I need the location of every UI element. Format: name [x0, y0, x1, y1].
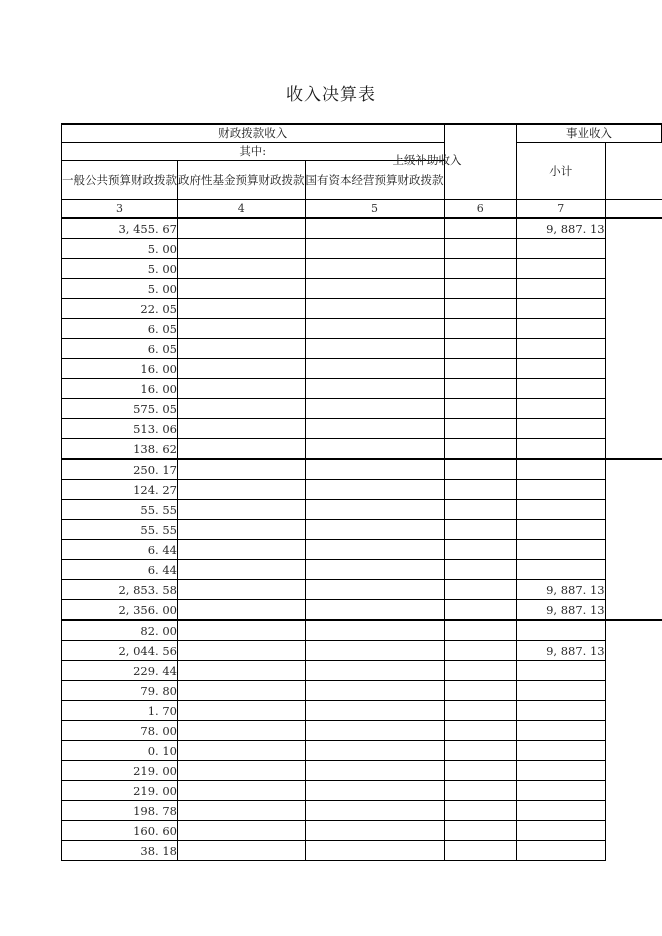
cell-c7: [516, 359, 605, 379]
cell-c7: [516, 339, 605, 359]
cell-c7: [516, 520, 605, 540]
cell-c6: [444, 600, 516, 621]
header-business-income: 事业收入: [516, 124, 661, 143]
cell-c5: [305, 821, 444, 841]
cell-c3: 138. 62: [62, 439, 178, 460]
cell-c7: [516, 821, 605, 841]
cell-c3: 1. 70: [62, 701, 178, 721]
cell-c4: [178, 299, 306, 319]
cell-c6: [444, 279, 516, 299]
cell-c5: [305, 761, 444, 781]
cell-c5: [305, 399, 444, 419]
cell-c7: [516, 379, 605, 399]
cell-c7: [516, 741, 605, 761]
table-row: [62, 218, 662, 239]
cell-c4: [178, 781, 306, 801]
cell-c5: [305, 459, 444, 480]
cell-overflow-pad: [605, 359, 661, 379]
cell-c3: 16. 00: [62, 379, 178, 399]
cell-c5: [305, 218, 444, 239]
header-column-state-capital-budget: 国有资本经营预算财政拨款: [305, 161, 444, 200]
cell-c3: 78. 00: [62, 721, 178, 741]
cell-c6: [444, 419, 516, 439]
cell-c7: [516, 661, 605, 681]
cell-c3: 2, 853. 58: [62, 580, 178, 600]
cell-c3: 82. 00: [62, 620, 178, 641]
cell-c5: [305, 600, 444, 621]
cell-c6: [444, 339, 516, 359]
table-row: [62, 641, 662, 661]
table-row: [62, 259, 662, 279]
cell-c7: 9, 887. 13: [516, 641, 605, 661]
cell-c3: 6. 44: [62, 540, 178, 560]
cell-c4: [178, 600, 306, 621]
cell-c3: 124. 27: [62, 480, 178, 500]
cell-overflow-pad: [605, 540, 661, 560]
cell-c5: [305, 781, 444, 801]
cell-c4: [178, 279, 306, 299]
cell-c4: [178, 841, 306, 861]
cell-c3: 198. 78: [62, 801, 178, 821]
cell-c7: [516, 560, 605, 580]
cell-overflow-pad: [605, 600, 661, 621]
cell-c5: [305, 841, 444, 861]
cell-overflow-pad: [605, 620, 661, 641]
table-row: [62, 439, 662, 460]
cell-c6: [444, 379, 516, 399]
cell-overflow-pad: [605, 801, 661, 821]
cell-overflow-pad: [605, 399, 661, 419]
cell-c6: [444, 741, 516, 761]
header-row-numbers: [62, 200, 662, 219]
cell-c7: [516, 480, 605, 500]
cell-c4: [178, 821, 306, 841]
cell-overflow-pad: [605, 701, 661, 721]
table-header-group: [62, 124, 662, 218]
cell-c7: [516, 761, 605, 781]
cell-c6: [444, 299, 516, 319]
cell-c5: [305, 299, 444, 319]
cell-c5: [305, 620, 444, 641]
cell-c4: [178, 681, 306, 701]
cell-c5: [305, 701, 444, 721]
table-row: [62, 600, 662, 621]
cell-c4: [178, 459, 306, 480]
cell-c6: [444, 580, 516, 600]
cell-c5: [305, 520, 444, 540]
table-row: [62, 299, 662, 319]
cell-c7: [516, 681, 605, 701]
cell-c5: [305, 681, 444, 701]
header-column-superior-subsidy-income: 上级补助收入: [392, 153, 462, 167]
cell-overflow-pad: [605, 459, 661, 480]
table-row: [62, 520, 662, 540]
cell-overflow-pad: [605, 761, 661, 781]
cell-overflow-pad: [605, 439, 661, 460]
cell-c5: [305, 661, 444, 681]
cell-c3: 5. 00: [62, 239, 178, 259]
cell-c3: 575. 05: [62, 399, 178, 419]
header-column-government-fund-budget: 政府性基金预算财政拨款: [178, 161, 306, 200]
cell-overflow-pad: [605, 580, 661, 600]
table-row: [62, 419, 662, 439]
table-body: [62, 218, 662, 861]
cell-c4: [178, 239, 306, 259]
cell-c5: [305, 480, 444, 500]
cell-c5: [305, 339, 444, 359]
cell-c4: [178, 439, 306, 460]
cell-c6: [444, 520, 516, 540]
cell-c4: [178, 339, 306, 359]
cell-c5: [305, 259, 444, 279]
cell-overflow-pad: [605, 560, 661, 580]
cell-c7: [516, 701, 605, 721]
cell-c5: [305, 239, 444, 259]
cell-c7: [516, 399, 605, 419]
cell-overflow-pad: [605, 661, 661, 681]
cell-c5: [305, 279, 444, 299]
table-row: [62, 339, 662, 359]
cell-c6: [444, 721, 516, 741]
cell-c4: [178, 540, 306, 560]
cell-c6: [444, 239, 516, 259]
column-number-5: 5: [305, 200, 444, 219]
cell-overflow-pad: [605, 339, 661, 359]
cell-c7: [516, 319, 605, 339]
cell-overflow-pad: [605, 821, 661, 841]
cell-c4: [178, 641, 306, 661]
cell-c7: [516, 721, 605, 741]
cell-c7: 9, 887. 13: [516, 580, 605, 600]
table-row: [62, 540, 662, 560]
cell-c7: [516, 620, 605, 641]
cell-c6: [444, 560, 516, 580]
header-column-general-public-budget: 一般公共预算财政拨款: [62, 161, 178, 200]
cell-c6: [444, 218, 516, 239]
table-row: [62, 761, 662, 781]
cell-overflow-pad: [605, 520, 661, 540]
cell-c7: [516, 279, 605, 299]
cell-c6: [444, 459, 516, 480]
table-row: [62, 661, 662, 681]
table-row: [62, 821, 662, 841]
cell-c3: 6. 05: [62, 319, 178, 339]
column-number-4: 4: [178, 200, 306, 219]
cell-c5: [305, 319, 444, 339]
header-row-group: [62, 124, 662, 143]
cell-c3: 2, 356. 00: [62, 600, 178, 621]
cell-overflow-pad: [605, 379, 661, 399]
column-number-7: 7: [516, 200, 605, 219]
cell-c4: [178, 379, 306, 399]
cell-c5: [305, 801, 444, 821]
cell-overflow-pad: [605, 218, 661, 239]
table-row: [62, 701, 662, 721]
cell-c3: 2, 044. 56: [62, 641, 178, 661]
cell-c6: [444, 620, 516, 641]
cell-c4: [178, 319, 306, 339]
cell-c7: [516, 239, 605, 259]
cell-c3: 0. 10: [62, 741, 178, 761]
cell-c7: [516, 459, 605, 480]
cell-overflow-pad: [605, 239, 661, 259]
cell-c3: 5. 00: [62, 279, 178, 299]
cell-c6: [444, 259, 516, 279]
header-fiscal-appropriation-income: 财政拨款收入: [62, 124, 445, 143]
cell-c4: [178, 580, 306, 600]
cell-c5: [305, 741, 444, 761]
cell-c6: [444, 439, 516, 460]
cell-c3: 513. 06: [62, 419, 178, 439]
table-row: [62, 279, 662, 299]
cell-overflow-pad: [605, 500, 661, 520]
cell-c4: [178, 620, 306, 641]
cell-c6: [444, 781, 516, 801]
column-number-pad: [605, 200, 661, 219]
header-business-income-pad: [605, 143, 661, 200]
cell-c7: 9, 887. 13: [516, 600, 605, 621]
table-row: [62, 781, 662, 801]
cell-c6: [444, 801, 516, 821]
table: [61, 123, 662, 861]
cell-c3: 79. 80: [62, 681, 178, 701]
cell-c4: [178, 761, 306, 781]
cell-c7: [516, 259, 605, 279]
cell-c5: [305, 580, 444, 600]
cell-c6: [444, 841, 516, 861]
cell-c3: 22. 05: [62, 299, 178, 319]
table-row: [62, 319, 662, 339]
cell-overflow-pad: [605, 279, 661, 299]
cell-overflow-pad: [605, 419, 661, 439]
cell-c5: [305, 439, 444, 460]
cell-c4: [178, 218, 306, 239]
table-row: [62, 741, 662, 761]
table-row: [62, 841, 662, 861]
cell-c4: [178, 701, 306, 721]
cell-overflow-pad: [605, 781, 661, 801]
cell-c5: [305, 560, 444, 580]
cell-c6: [444, 359, 516, 379]
cell-c4: [178, 359, 306, 379]
cell-c4: [178, 419, 306, 439]
cell-c6: [444, 399, 516, 419]
cell-c4: [178, 560, 306, 580]
cell-c6: [444, 821, 516, 841]
cell-overflow-pad: [605, 841, 661, 861]
table-row: [62, 681, 662, 701]
cell-overflow-pad: [605, 259, 661, 279]
header-of-which: 其中:: [62, 143, 445, 161]
cell-c6: [444, 681, 516, 701]
cell-c6: [444, 761, 516, 781]
cell-c6: [444, 500, 516, 520]
table-row: [62, 721, 662, 741]
cell-c7: [516, 500, 605, 520]
table-row: [62, 560, 662, 580]
cell-c3: 250. 17: [62, 459, 178, 480]
cell-c7: [516, 841, 605, 861]
cell-c7: 9, 887. 13: [516, 218, 605, 239]
cell-c6: [444, 701, 516, 721]
cell-c7: [516, 540, 605, 560]
cell-c3: 55. 55: [62, 500, 178, 520]
cell-c3: 3, 455. 67: [62, 218, 178, 239]
cell-c5: [305, 359, 444, 379]
income-final-accounts-table: [61, 123, 662, 861]
table-row: [62, 359, 662, 379]
cell-overflow-pad: [605, 641, 661, 661]
cell-c5: [305, 721, 444, 741]
page-title: 收入决算表: [286, 85, 376, 105]
cell-c5: [305, 419, 444, 439]
cell-c7: [516, 419, 605, 439]
cell-overflow-pad: [605, 741, 661, 761]
cell-c6: [444, 480, 516, 500]
cell-c4: [178, 399, 306, 419]
cell-overflow-pad: [605, 681, 661, 701]
cell-overflow-pad: [605, 721, 661, 741]
cell-c3: 6. 44: [62, 560, 178, 580]
table-row: [62, 379, 662, 399]
table-row: [62, 500, 662, 520]
cell-c4: [178, 661, 306, 681]
cell-c4: [178, 741, 306, 761]
cell-overflow-pad: [605, 319, 661, 339]
cell-c3: 229. 44: [62, 661, 178, 681]
cell-c3: 160. 60: [62, 821, 178, 841]
column-number-3: 3: [62, 200, 178, 219]
cell-c3: 38. 18: [62, 841, 178, 861]
cell-c7: [516, 439, 605, 460]
cell-c4: [178, 801, 306, 821]
table-row: [62, 620, 662, 641]
table-row: [62, 801, 662, 821]
cell-c7: [516, 299, 605, 319]
cell-c4: [178, 480, 306, 500]
cell-c6: [444, 319, 516, 339]
cell-c6: [444, 661, 516, 681]
cell-c5: [305, 540, 444, 560]
cell-overflow-pad: [605, 480, 661, 500]
column-number-6: 6: [444, 200, 516, 219]
cell-c4: [178, 721, 306, 741]
cell-c6: [444, 540, 516, 560]
cell-c7: [516, 781, 605, 801]
cell-c3: 219. 00: [62, 781, 178, 801]
table-row: [62, 239, 662, 259]
cell-c4: [178, 259, 306, 279]
cell-c4: [178, 520, 306, 540]
cell-c3: 16. 00: [62, 359, 178, 379]
cell-overflow-pad: [605, 299, 661, 319]
cell-c7: [516, 801, 605, 821]
cell-c4: [178, 500, 306, 520]
table-row: [62, 580, 662, 600]
header-column-subtotal: 小计: [516, 143, 605, 200]
cell-c5: [305, 641, 444, 661]
table-row: [62, 399, 662, 419]
cell-c3: 6. 05: [62, 339, 178, 359]
cell-c5: [305, 500, 444, 520]
table-row: [62, 459, 662, 480]
cell-c6: [444, 641, 516, 661]
cell-c3: 219. 00: [62, 761, 178, 781]
cell-c5: [305, 379, 444, 399]
cell-c3: 5. 00: [62, 259, 178, 279]
cell-c3: 55. 55: [62, 520, 178, 540]
table-row: [62, 480, 662, 500]
header-row-sub: [62, 143, 662, 161]
